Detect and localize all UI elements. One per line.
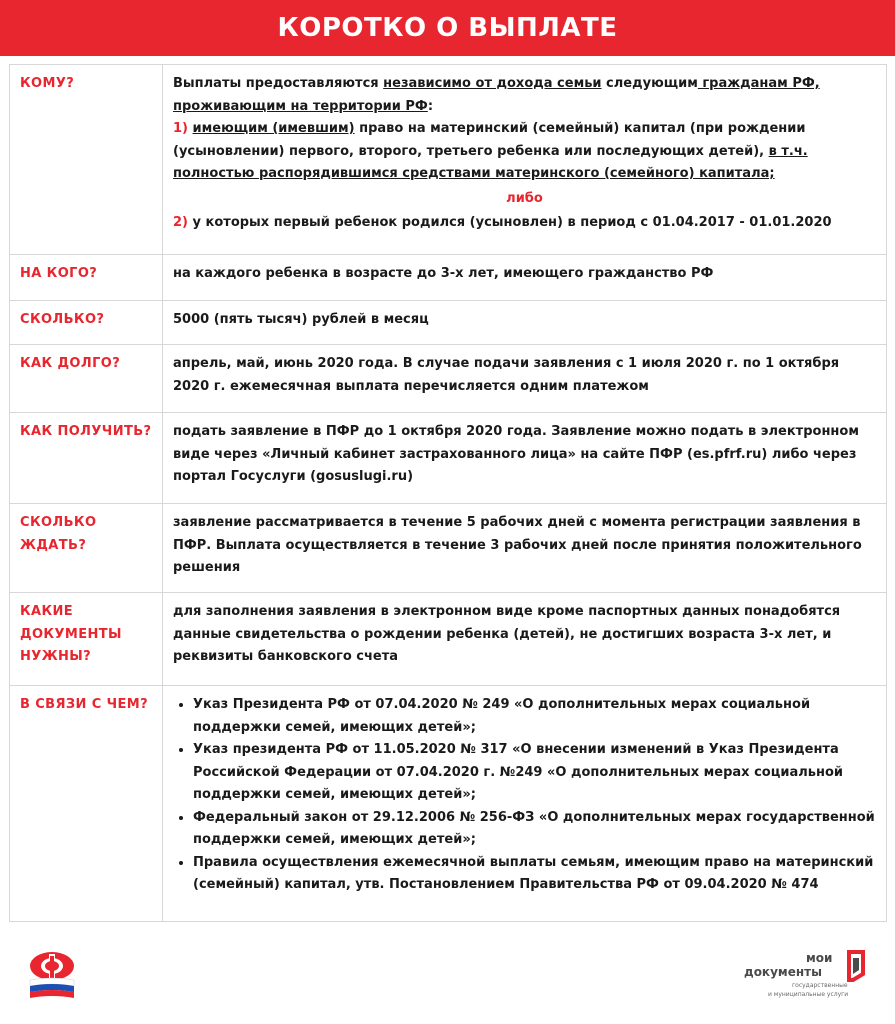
row-content: подать заявление в ПФР до 1 октября 2020 года. Заявление можно подать в электронном виде через «Личный кабинет застрахованного лица» на сайте ПФР (es.pfrf.ru) либо через портал Госуслуги (gosuslugi.ru) [163, 413, 887, 504]
table-row [10, 504, 887, 593]
table-row [10, 413, 887, 504]
row-label: СКОЛЬКО ЖДАТЬ? [10, 504, 163, 593]
row-content: 5000 (пять тысяч) рублей в месяц [163, 301, 887, 345]
row-content [163, 686, 887, 922]
row-label: КАК ДОЛГО? [10, 345, 163, 413]
list-item: • Федеральный закон от 29.12.2006 № 256-ФЗ «О дополнительных мерах государственной поддержки семей, имеющих детей»; [193, 807, 876, 852]
row-content: на каждого ребенка в возрасте до 3-х лет, имеющего гражданство РФ [163, 255, 887, 301]
pfr-logo-icon [26, 950, 78, 1006]
table-row [10, 65, 887, 255]
item-2: 2) у которых первый ребенок родился (усыновлен) в период с 01.04.2017 - 01.01.2020 [173, 215, 832, 230]
logo-text-line2: документы [744, 965, 822, 979]
list-item: • Правила осуществления ежемесячной выплаты семьям, имеющим право на материнский (семейный) капитал, утв. Постановлением Правительства РФ от 09.04.2020 № 474 [193, 852, 876, 897]
row-label: КОМУ? [10, 65, 163, 255]
document-mark-icon [843, 948, 869, 982]
logo-subtitle-2: и муниципальные услуги [768, 991, 849, 998]
table-row [10, 686, 887, 922]
table-row [10, 345, 887, 413]
row-label: КАКИЕ ДОКУМЕНТЫ НУЖНЫ? [10, 593, 163, 686]
row-content: заявление рассматривается в течение 5 рабочих дней с момента регистрации заявления в ПФР. Выплата осуществляется в течение 3 рабочих дней после принятия положительного решения [163, 504, 887, 593]
row-content: апрель, май, июнь 2020 года. В случае подачи заявления с 1 июля 2020 г. по 1 октября 2020 г. ежемесячная выплата перечисляется одним платежом [163, 345, 887, 413]
row-label: В СВЯЗИ С ЧЕМ? [10, 686, 163, 922]
table-row [10, 255, 887, 301]
row-content: для заполнения заявления в электронном виде кроме паспортных данных понадобятся данные свидетельства о рождении ребенка (детей), не достигших возраста 3-х лет, и реквизиты банковского счета [163, 593, 887, 686]
page-title: КОРОТКО О ВЫПЛАТЕ [277, 13, 618, 43]
legal-basis-list [173, 694, 876, 897]
row-label: КАК ПОЛУЧИТЬ? [10, 413, 163, 504]
or-separator: либо [506, 190, 543, 206]
logo-text-line1: мои [806, 951, 833, 965]
intro-text: Выплаты предоставляются независимо от дохода семьи следующим гражданам РФ, проживающим на территории РФ: [173, 76, 820, 114]
list-item: • Указ президента РФ от 11.05.2020 № 317 «О внесении изменений в Указ Президента Российской Федерации от 07.04.2020 г. №249 «О дополнительных мерах социальной поддержки семей, имеющих детей»; [193, 739, 876, 807]
info-table [9, 64, 887, 922]
list-item: • Указ Президента РФ от 07.04.2020 № 249 «О дополнительных мерах социальной поддержки семей, имеющих детей»; [193, 694, 876, 739]
row-label: НА КОГО? [10, 255, 163, 301]
table-row [10, 593, 887, 686]
table-row [10, 301, 887, 345]
row-content [163, 65, 887, 255]
logo-subtitle-1: государственные [792, 982, 848, 989]
page-header [0, 0, 895, 56]
item-1: 1) имеющим (имевшим) право на материнский (семейный) капитал (при рождении (усыновлении) первого, второго, третьего ребенка или последующих детей), в т.ч. полностью распорядившимся средствами материнского (семейного) капитала; [173, 121, 808, 181]
moi-dokumenty-logo [744, 948, 872, 1006]
row-label: СКОЛЬКО? [10, 301, 163, 345]
